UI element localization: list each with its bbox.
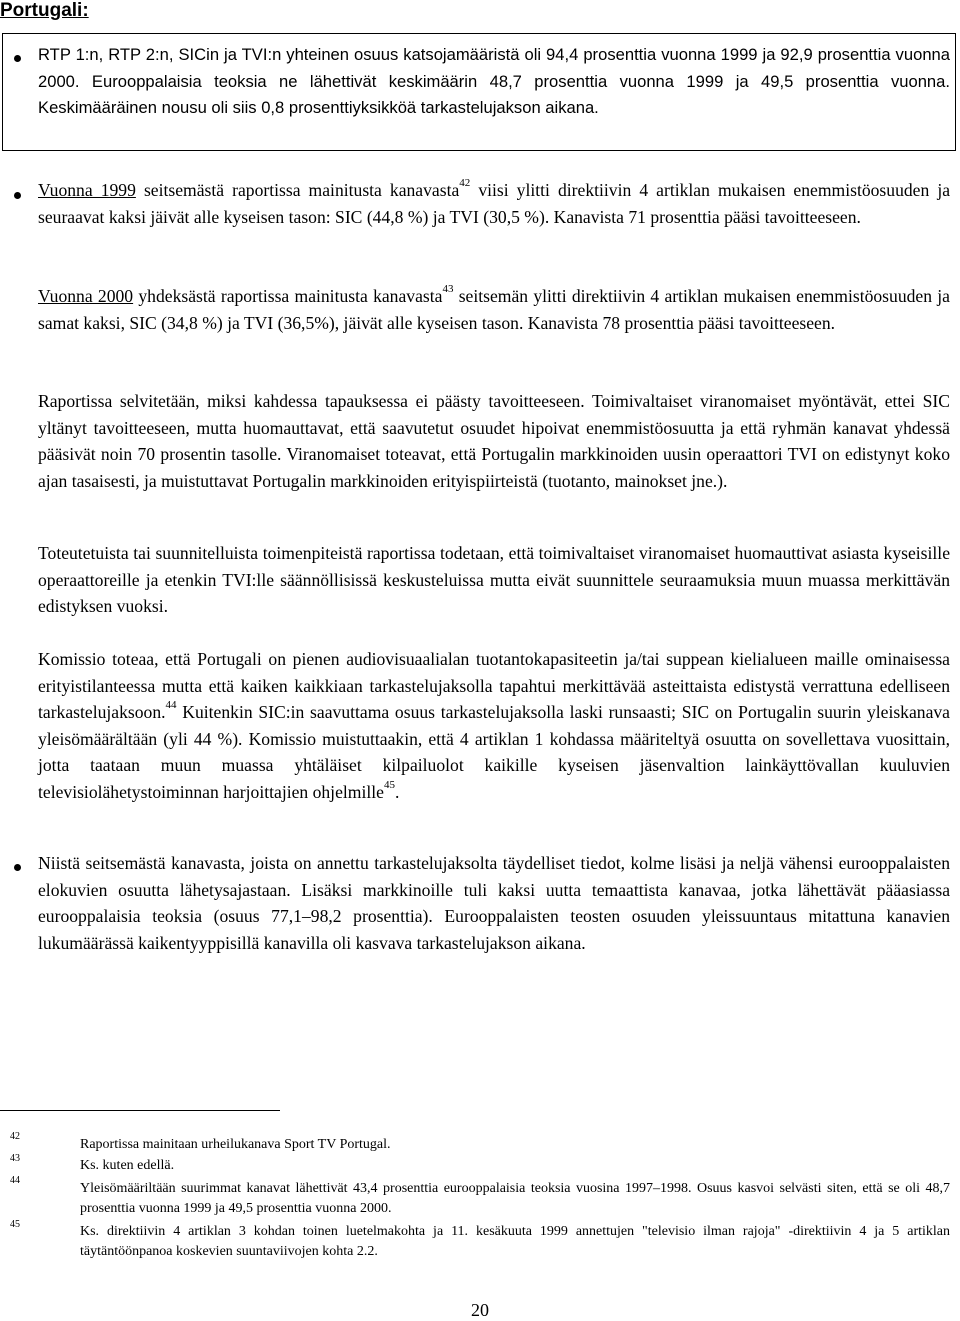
- footnote-text: Ks. kuten edellä.: [80, 1158, 175, 1173]
- paragraph-measures: Toteutetuista tai suunnitelluista toimenpiteistä raportissa todetaan, että toimivaltaiset viranomaiset huomauttivat asiasta kyseisille operaattoreille ja etenkin TVI:lle säännöllisissä keskusteluissa mutta eivät suunnittele seuraamuksia muun muassa merkittävän edistyksen vuoksi.: [38, 543, 950, 617]
- year-1999: Vuonna 1999: [38, 180, 136, 200]
- footnote-ref[interactable]: 42: [459, 177, 471, 190]
- paragraph-report: Raportissa selvitetään, miksi kahdessa tapauksessa ei päästy tavoitteeseen. Toimivaltaiset viranomaiset myöntävät, ettei SIC yltänyt tavoitteeseen, mutta huomauttavat, että saavutetut osuudet hipoivat enemmistöosuutta ja että ryhmän kanavat yhdessä pääsivät noin 70 prosentin tasolle. Viranomaiset toteavat, että Portugalin markkinoiden uusin operaattori TVI on edistynyt koko ajan tasaisesti, ja muistuttavat Portugalin markkinoiden erityispiirteistä (tuotanto, mainokset jne.).: [38, 391, 950, 491]
- paragraph-text: seitsemän ylitti direktiivin 4 artiklan mukaisen enemmistöosuuden ja samat kaksi, SIC (34,8 %) ja TVI (36,5%), jäivät alle kyseisen tason. Kanavista 78 prosenttia pääsi tavoitteeseen.: [38, 286, 950, 333]
- footnote-text: Ks. direktiivin 4 artiklan 3 kohdan toinen luetelmakohta ja 11. kesäkuuta 1999 annettujen "televisio ilman rajoja" -direktiivin 4 ja 5 artiklan täytäntöönpanoa koskevien suuntaviivojen kohta 2.2.: [80, 1224, 950, 1259]
- paragraph-1999: [38, 177, 950, 230]
- paragraph-text: Komissio toteaa, että Portugali on pienen audiovisuaalialan tuotantokapasiteetin ja/tai suppean kielialueen maille ominaisessa erityistilanteessa mutta että kaiken kaikkiaan tarkastelujaksolla tapahtui merkittävää asteittaista edistystä verrattuna edelliseen tarkastelujaksoon.: [38, 649, 950, 723]
- paragraph-text: viisi ylitti direktiivin 4 artiklan mukaisen enemmistöosuuden ja seuraavat kaksi jäivät alle kyseisen tason: SIC (44,8 %) ja TVI (30,5 %). Kanavista 71 prosenttia pääsi tavoitteeseen.: [38, 180, 951, 227]
- section-heading: Portugali:: [0, 0, 89, 21]
- footnote-number: 43: [10, 1153, 20, 1164]
- paragraph-text: seitsemästä raportissa mainitusta kanavasta: [135, 180, 460, 200]
- page-number: 20: [471, 1300, 489, 1320]
- paragraph-commission: [38, 646, 950, 806]
- bullet-icon: [14, 55, 21, 62]
- summary-box-text: RTP 1:n, RTP 2:n, SICin ja TVI:n yhteinen osuus katsojamääristä oli 94,4 prosenttia vuonna 1999 ja 92,9 prosenttia vuonna 2000. Eurooppalaisia teoksia ne lähettivät keskimäärin 48,7 prosenttia vuonna 1999 ja 49,5 prosenttia vuonna. Keskimääräinen nousu oli siis 0,8 prosenttiyksikköä tarkastelujakson aikana.: [38, 45, 950, 118]
- paragraph-new-channels: Niistä seitsemästä kanavasta, joista on annettu tarkastelujaksolta täydelliset tiedot, kolme lisäsi ja neljä vähensi eurooppalaisten elokuvien osuutta lähetysajastaan. Lisäksi markkinoille tuli kaksi uutta temaattista kanavaa, jotka lähettävät pääasiassa eurooppalaisia teoksia (osuus 77,1–98,2 prosenttia). Eurooppalaisten teosten osuuden yleissuuntaus mitattuna kanavien lukumäärässä kaikentyyppisillä kanavilla oli kasvava tarkastelujakson aikana.: [38, 853, 950, 953]
- footnote-text: Yleisömääriltään suurimmat kanavat lähettivät 43,4 prosenttia eurooppalaisia teoksia vuosina 1997–1998. Osuus kasvoi selvästi siten, että se oli 48,7 prosenttia vuonna 1999 ja 49,5 prosenttia vuonna 2000.: [80, 1181, 950, 1216]
- footnote-number: 44: [10, 1175, 20, 1186]
- paragraph-2000: [38, 283, 950, 336]
- paragraph-text: yhdeksästä raportissa mainitusta kanavasta: [133, 286, 443, 306]
- footnote-number: 42: [10, 1131, 20, 1142]
- footnote-ref[interactable]: 43: [442, 283, 454, 296]
- footnote-divider: [0, 1110, 280, 1111]
- bullet-icon: [14, 192, 21, 199]
- footnote-ref[interactable]: 45: [383, 779, 395, 792]
- year-2000: Vuonna 2000: [38, 286, 134, 306]
- paragraph-text: Kuitenkin SIC:in saavuttama osuus tarkastelujaksolla laski runsaasti; SIC on Portugalin suurin yleiskanava yleisömäärältään (yli 44 %). Komissio muistuttaakin, että 4 artiklan 1 kohdassa määriteltyä osuutta on sovellettava vuosittain, jotta taataan muun muassa yhtäläiset kilpailuolot kaikille kyseisen jäsenvaltion lainkäyttövallan kuuluvien televisiolähetystoiminnan harjoittajien ohjelmille: [38, 702, 950, 802]
- footnote-ref[interactable]: 44: [165, 699, 177, 712]
- bullet-icon: [14, 864, 21, 871]
- footnote-text: Raportissa mainitaan urheilukanava Sport TV Portugal.: [80, 1137, 391, 1152]
- footnote-number: 45: [10, 1219, 20, 1230]
- paragraph-text: .: [394, 781, 400, 802]
